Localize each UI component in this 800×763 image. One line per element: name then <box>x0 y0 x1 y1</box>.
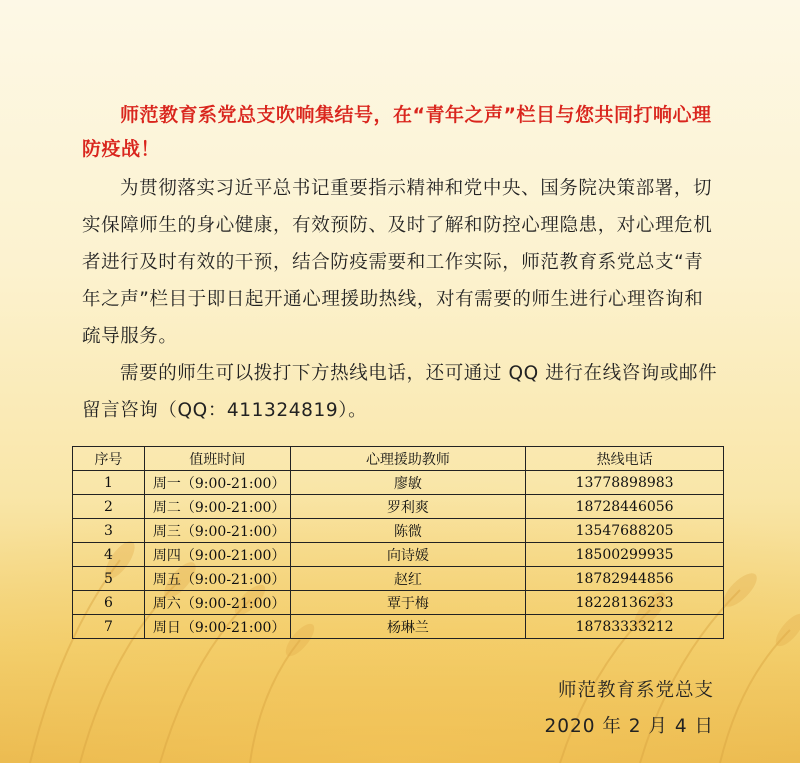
cell-index: 6 <box>73 591 145 615</box>
table-row <box>73 519 724 543</box>
cell-phone: 18782944856 <box>526 567 724 591</box>
header-phone: 热线电话 <box>526 447 724 471</box>
table-row <box>73 615 724 639</box>
cell-index: 1 <box>73 471 145 495</box>
header-index: 序号 <box>73 447 145 471</box>
table-row <box>73 495 724 519</box>
header-teacher: 心理援助教师 <box>290 447 526 471</box>
hotline-table <box>72 446 724 639</box>
cell-teacher: 罗利爽 <box>290 495 526 519</box>
cell-teacher: 覃于梅 <box>290 591 526 615</box>
cell-phone: 18228136233 <box>526 591 724 615</box>
table-row <box>73 591 724 615</box>
headline: 师范教育系党总支吹响集结号，在“青年之声”栏目与您共同打响心理防疫战！ <box>82 104 712 160</box>
cell-time: 周日（9:00-21:00） <box>144 615 290 639</box>
intro-paragraph: 为贯彻落实习近平总书记重要指示精神和党中央、国务院决策部署，切实保障师生的身心健康，有效预防、及时了解和防控心理隐患，对心理危机者进行及时有效的干预，结合防疫需要和工作实际，师范教育系党总支“青年之声”栏目于即日起开通心理援助热线，对有需要的师生进行心理咨询和疏导服务。 <box>82 178 713 347</box>
cell-index: 7 <box>73 615 145 639</box>
cell-time: 周四（9:00-21:00） <box>144 543 290 567</box>
cell-phone: 13778898983 <box>526 471 724 495</box>
table-row <box>73 543 724 567</box>
cell-time: 周五（9:00-21:00） <box>144 567 290 591</box>
table-row <box>73 471 724 495</box>
cell-teacher: 赵红 <box>290 567 526 591</box>
cell-phone: 18728446056 <box>526 495 724 519</box>
cell-time: 周三（9:00-21:00） <box>144 519 290 543</box>
cell-index: 4 <box>73 543 145 567</box>
cell-teacher: 向诗媛 <box>290 543 526 567</box>
cell-index: 2 <box>73 495 145 519</box>
cell-time: 周一（9:00-21:00） <box>144 471 290 495</box>
cell-phone: 18500299935 <box>526 543 724 567</box>
cell-phone: 13547688205 <box>526 519 724 543</box>
signature-date: 2020 年 2 月 4 日 <box>544 716 714 737</box>
cell-teacher: 陈微 <box>290 519 526 543</box>
table-header-row <box>73 447 724 471</box>
cell-time: 周二（9:00-21:00） <box>144 495 290 519</box>
cell-phone: 18783333212 <box>526 615 724 639</box>
contact-paragraph: 需要的师生可以拨打下方热线电话，还可通过 QQ 进行在线咨询或邮件留言咨询（QQ：411324819）。 <box>82 363 718 421</box>
cell-teacher: 杨琳兰 <box>290 615 526 639</box>
table-row <box>73 567 724 591</box>
header-time: 值班时间 <box>144 447 290 471</box>
cell-index: 3 <box>73 519 145 543</box>
cell-time: 周六（9:00-21:00） <box>144 591 290 615</box>
cell-teacher: 廖敏 <box>290 471 526 495</box>
signature-org: 师范教育系党总支 <box>557 680 714 701</box>
cell-index: 5 <box>73 567 145 591</box>
